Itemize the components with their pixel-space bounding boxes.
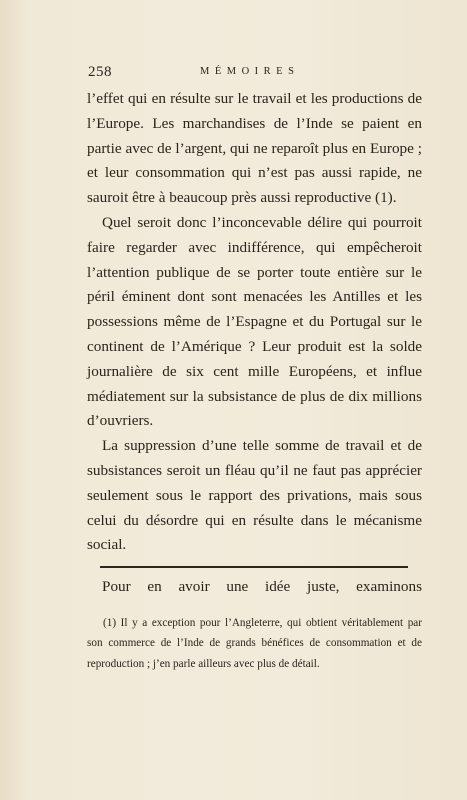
running-title: MÉMOIRES (200, 66, 300, 77)
page-header (88, 64, 418, 84)
page-number: 258 (88, 64, 112, 80)
paragraph-1: l’effet qui en résulte sur le travail et les productions de l’Europe. Les marchandises de l’Inde se paient en partie avec de l’argent, qui ne reparoît plus en Europe ; et leur consommation qui n’est pas aussi rapide, ne sauroit être à beaucoup près aussi reproductive (1). (87, 90, 422, 207)
paragraph-3: La suppression d’une telle somme de travail et de subsistances seroit un fléau qu’il ne faut pas apprécier seulement sous le rapport des privations, mais sous celui du désordre qui en résulte dans le mécanisme social. (87, 437, 422, 554)
continuation-line: Pour en avoir une idée juste, examinons (102, 578, 422, 595)
paragraph-2: Quel seroit donc l’inconcevable délire qui pourroit faire regarder avec indifférence, qui empêcheroit l’attention publique de se porter toute entière sur le péril éminent dont sont menacées les Antilles et les possessions même de l’Espagne et du Portugal sur le continent de l’Amérique ? Leur produit est la solde journalière de six cent mille Européens, et influe médiatement sur la subsistance de plus de dix millions d’ouvriers. (87, 213, 422, 430)
main-text (87, 87, 422, 558)
footnote (87, 613, 422, 674)
footnote-text: (1) Il y a exception pour l’Angleterre, qui obtient véritablement par son commerce de l’Inde de grands bénéfices de consommation et de reproduction ; j’en parle ailleurs avec plus de détail. (87, 617, 422, 670)
footnote-divider (100, 566, 408, 568)
